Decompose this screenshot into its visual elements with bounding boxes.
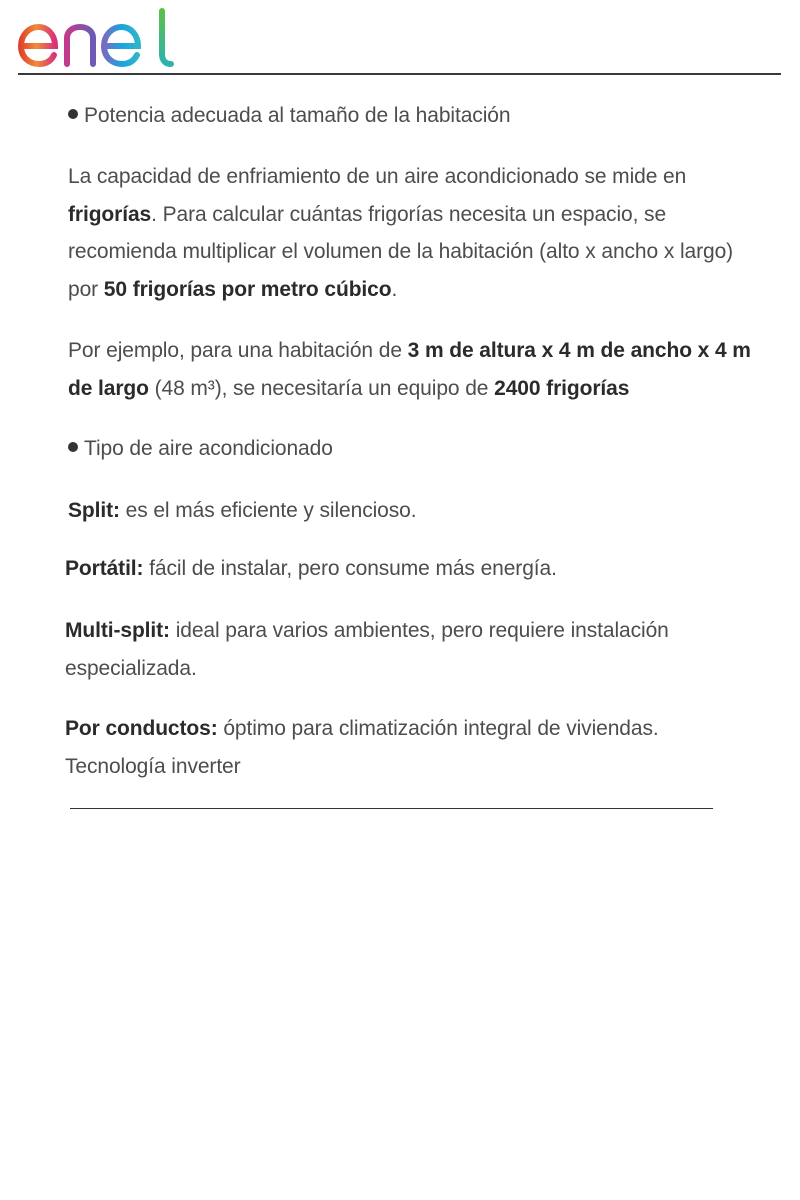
term-frigorias: frigorías [68, 202, 152, 226]
type-multisplit-text: ideal para varios ambientes, pero requiere instalación especializada. [65, 619, 669, 680]
type-conductos-label: Por conductos: [65, 717, 218, 740]
term-2400-frigorias: 2400 frigorías [494, 376, 630, 400]
bullet-dot-icon [68, 109, 78, 119]
bullet-type-text: Tipo de aire acondicionado [84, 437, 333, 460]
paragraph-capacity-text-c: . Para calcular cuántas frigorías necesita un espacio, se recomienda multiplicar el volumen de la habitación (alto x ancho x largo) por [68, 202, 734, 301]
bullet-power [68, 97, 768, 135]
type-portatil [65, 550, 765, 588]
trailing-heading [65, 748, 745, 786]
bullet-type [68, 430, 768, 468]
term-room-dimensions: 3 m de altura x 4 m de ancho x 4 m de largo [68, 339, 751, 400]
term-50-frigorias: 50 frigorías por metro cúbico [103, 277, 392, 301]
paragraph-capacity-text-a: La capacidad de enfriamiento de un aire acondicionado se mide en [68, 165, 687, 188]
bullet-dot-icon [68, 442, 78, 452]
site-header [18, 0, 781, 75]
paragraph-example-text-c: (48 m³), se necesitaría un equipo de [148, 376, 495, 400]
type-split-label: Split: [68, 499, 120, 522]
paragraph-capacity [68, 158, 748, 308]
type-split [68, 492, 768, 530]
bullet-power-text: Potencia adecuada al tamaño de la habitación [84, 104, 511, 127]
type-multisplit [65, 612, 745, 687]
divider [70, 808, 713, 809]
type-conductos [65, 710, 745, 748]
paragraph-capacity-text-e: . [391, 277, 398, 301]
enel-logo[interactable] [18, 8, 178, 70]
type-conductos-text: óptimo para climatización integral de viviendas. [217, 717, 659, 740]
type-split-text: es el más eficiente y silencioso. [119, 499, 417, 522]
paragraph-example [68, 332, 758, 407]
trailing-heading-text: Tecnología inverter [65, 755, 241, 778]
type-portatil-text: fácil de instalar, pero consume más energía. [143, 557, 557, 580]
type-portatil-label: Portátil: [65, 557, 144, 580]
type-multisplit-label: Multi-split: [65, 619, 170, 642]
paragraph-example-text-a: Por ejemplo, para una habitación de [68, 339, 408, 362]
